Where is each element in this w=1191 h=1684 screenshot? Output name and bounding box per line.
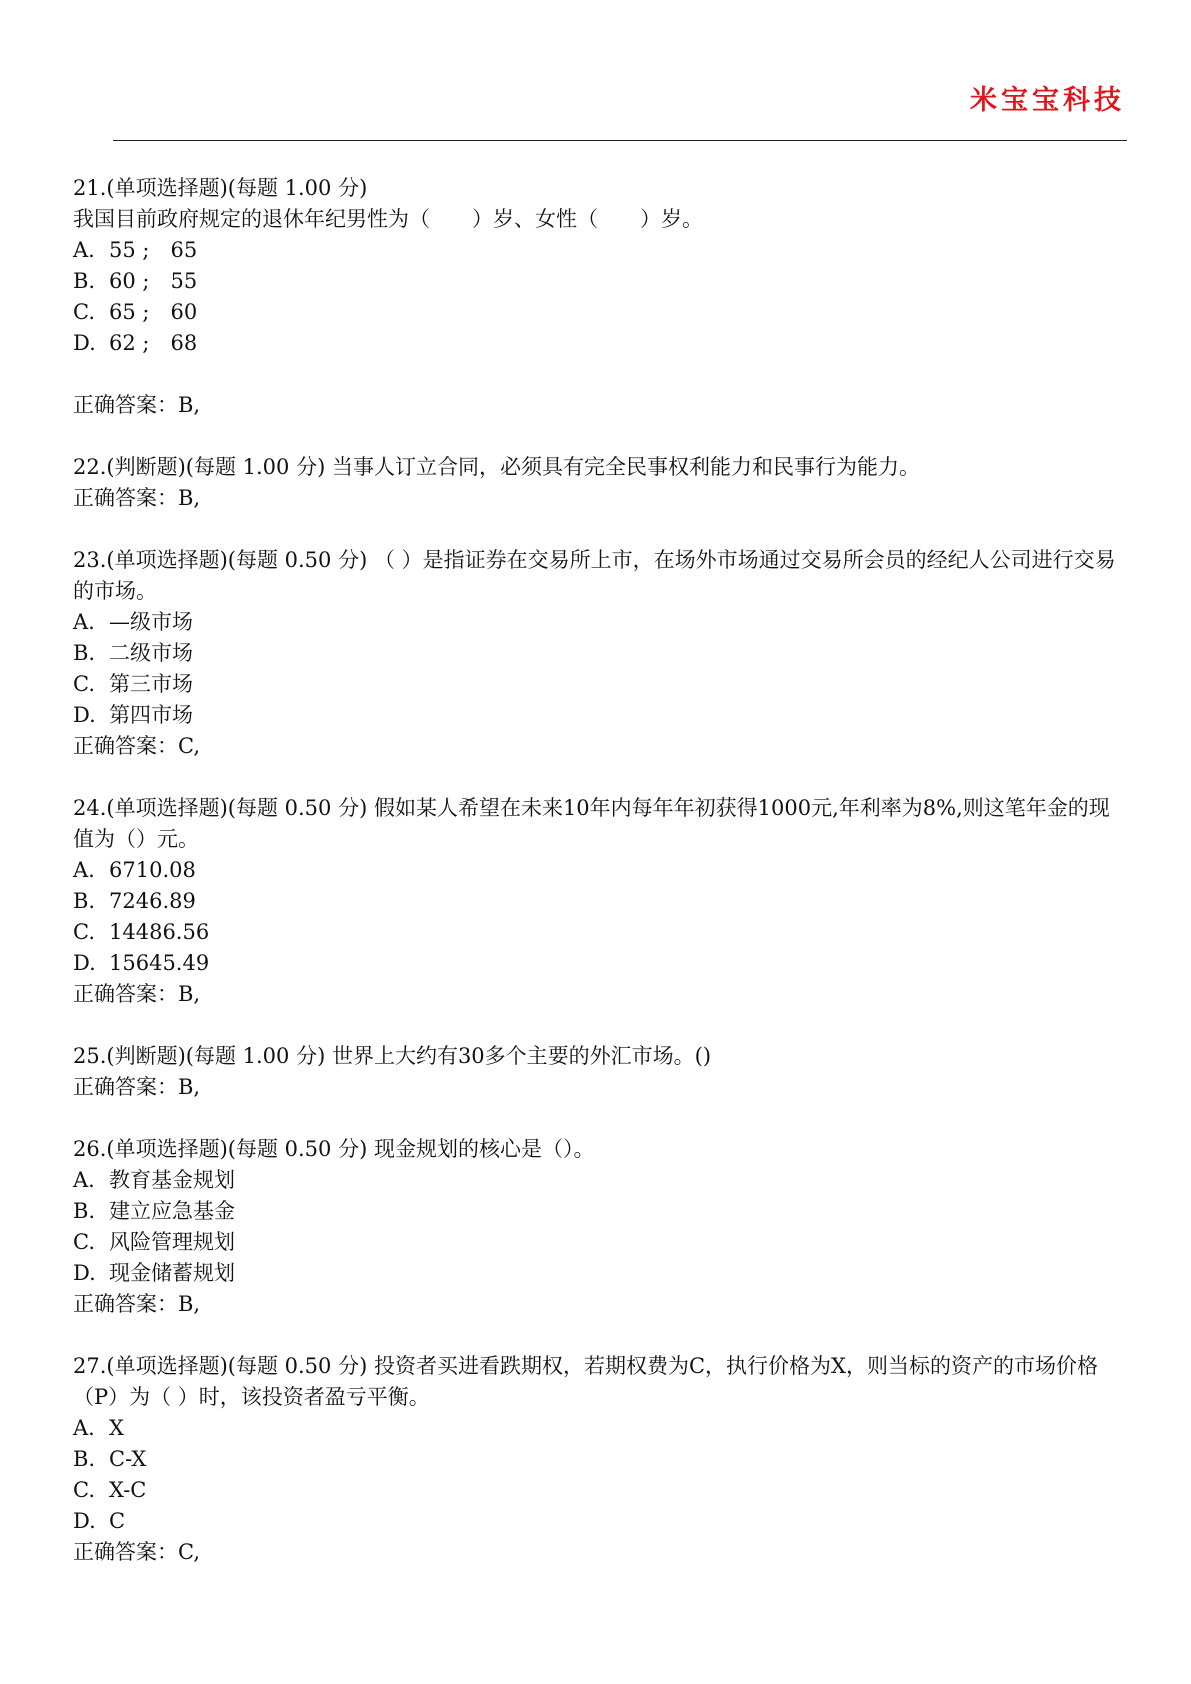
option-a (73, 607, 1127, 638)
option-letter: C. (73, 300, 95, 324)
option-letter: B. (73, 889, 96, 913)
option-letter: C. (73, 672, 95, 696)
question-27 (73, 1351, 1127, 1568)
option-d (73, 1506, 1127, 1537)
brand-logo-text: 米宝宝科技 (970, 85, 1125, 116)
question-26 (73, 1134, 1127, 1320)
option-letter: A. (73, 610, 95, 634)
question-header: 21.(单项选择题)(每题 1.00 分) (73, 176, 368, 200)
question-21 (73, 173, 1127, 421)
question-header: 23.(单项选择题)(每题 0.50 分) （ ）是指证券在交易所上市，在场外市场通过交易所会员的经纪人公司进行交易的市场。 (73, 548, 1116, 603)
option-text: 62 ; 68 (109, 331, 198, 355)
option-text: 教育基金规划 (109, 1168, 235, 1192)
option-b (73, 638, 1127, 669)
option-letter: B. (73, 641, 96, 665)
option-text: 风险管理规划 (109, 1230, 235, 1254)
option-letter: C. (73, 1230, 95, 1254)
option-d (73, 1258, 1127, 1289)
correct-answer: 正确答案：B, (73, 486, 201, 510)
correct-answer: 正确答案：C, (73, 734, 200, 758)
question-23 (73, 545, 1127, 762)
option-letter: C. (73, 1478, 95, 1502)
option-b (73, 1444, 1127, 1475)
option-c (73, 669, 1127, 700)
option-d (73, 948, 1127, 979)
option-text: 60 ; 55 (109, 269, 198, 293)
question-24 (73, 793, 1127, 1010)
correct-answer: 正确答案：B, (73, 1075, 201, 1099)
option-letter: A. (73, 1416, 95, 1440)
option-letter: D. (73, 331, 96, 355)
option-letter: D. (73, 703, 96, 727)
option-text: 第三市场 (109, 672, 193, 696)
option-letter: A. (73, 1168, 95, 1192)
option-text: 55 ; 65 (109, 238, 198, 262)
option-a (73, 855, 1127, 886)
correct-answer: 正确答案：C, (73, 1540, 200, 1564)
option-letter: D. (73, 1509, 96, 1533)
question-header: 26.(单项选择题)(每题 0.50 分) 现金规划的核心是（）。 (73, 1137, 595, 1161)
correct-answer: 正确答案：B, (73, 982, 201, 1006)
option-a (73, 1413, 1127, 1444)
option-text: C (109, 1509, 126, 1533)
option-text: 现金储蓄规划 (109, 1261, 235, 1285)
option-c (73, 917, 1127, 948)
option-a (73, 1165, 1127, 1196)
option-text: X (109, 1416, 124, 1440)
question-22 (73, 452, 1127, 514)
option-d (73, 700, 1127, 731)
option-text: 65 ; 60 (109, 300, 198, 324)
option-text: 7246.89 (109, 889, 196, 913)
option-text: C-X (109, 1447, 147, 1471)
option-letter: D. (73, 951, 96, 975)
question-25 (73, 1041, 1127, 1103)
option-letter: B. (73, 1447, 96, 1471)
question-header: 27.(单项选择题)(每题 0.50 分) 投资者买进看跌期权，若期权费为C，执行价格为X，则当标的资产的市场价格（P）为（ ）时，该投资者盈亏平衡。 (73, 1354, 1098, 1409)
question-header: 25.(判断题)(每题 1.00 分) 世界上大约有30多个主要的外汇市场。() (73, 1044, 712, 1068)
option-b (73, 266, 1127, 297)
option-text: 二级市场 (109, 641, 193, 665)
option-text: 第四市场 (109, 703, 193, 727)
option-b (73, 1196, 1127, 1227)
option-c (73, 297, 1127, 328)
option-letter: D. (73, 1261, 96, 1285)
option-letter: A. (73, 238, 95, 262)
option-text: 15645.49 (109, 951, 210, 975)
option-b (73, 886, 1127, 917)
question-header: 22.(判断题)(每题 1.00 分) 当事人订立合同，必须具有完全民事权利能力和民事行为能力。 (73, 455, 920, 479)
option-text: X-C (109, 1478, 147, 1502)
option-text: 14486.56 (109, 920, 210, 944)
option-text: 建立应急基金 (109, 1199, 235, 1223)
option-c (73, 1475, 1127, 1506)
option-letter: C. (73, 920, 95, 944)
correct-answer: 正确答案：B, (73, 1292, 201, 1316)
option-text: —级市场 (109, 610, 193, 634)
correct-answer: 正确答案：B, (73, 393, 201, 417)
option-d (73, 328, 1127, 359)
option-a (73, 235, 1127, 266)
option-text: 6710.08 (109, 858, 196, 882)
option-c (73, 1227, 1127, 1258)
option-letter: B. (73, 269, 96, 293)
header-divider (113, 140, 1127, 141)
question-stem: 我国目前政府规定的退休年纪男性为（ ）岁、女性（ ）岁。 (73, 207, 703, 231)
question-list (73, 173, 1127, 1568)
option-letter: A. (73, 858, 95, 882)
question-header: 24.(单项选择题)(每题 0.50 分) 假如某人希望在未来10年内每年年初获得1000元,年利率为8%,则这笔年金的现值为（）元。 (73, 796, 1110, 851)
option-letter: B. (73, 1199, 96, 1223)
